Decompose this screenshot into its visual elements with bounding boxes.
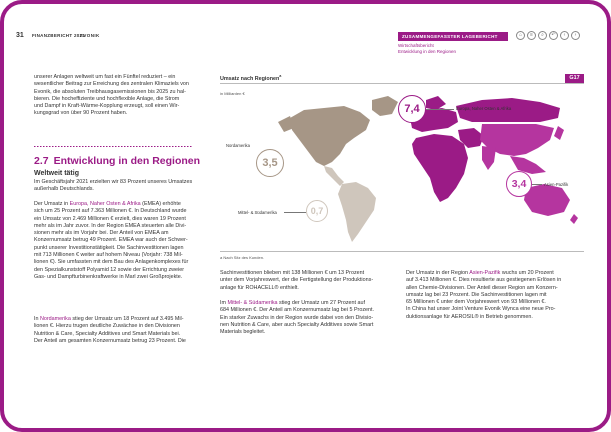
paragraph-intro: Im Geschäftsjahr 2021 erzielten wir 83 Prozent unseres Umsatzes außerhalb Deutschlands. bbox=[34, 179, 193, 193]
breadcrumb-wirtschaftsbericht[interactable]: Wirtschaftsbericht bbox=[398, 43, 434, 48]
next-icon[interactable]: › bbox=[571, 31, 580, 40]
evonik-logo: EVONIK bbox=[80, 33, 100, 38]
menu-icon[interactable]: ≡ bbox=[527, 31, 536, 40]
map-unit: in Milliarden € bbox=[220, 91, 245, 96]
back-icon[interactable]: ↶ bbox=[549, 31, 558, 40]
report-title: FINANZBERICHT 2021 bbox=[32, 33, 86, 38]
nav-icons bbox=[516, 31, 580, 40]
paragraph-investments: Sachinvestitionen blieben mit 138 Millionen € um 13 Prozent unter dem Vorjahreswert, der die Fertigstellung der Produktions- anlage für ROHACELL® enthielt. bbox=[220, 270, 374, 291]
south-america-shape bbox=[338, 182, 376, 242]
paragraph-emea: Der Umsatz in Europa, Naher Osten & Afrika (EMEA) erhöhte sich um 25 Prozent auf 7.363 Millionen €. In Deutschland wurde ein Umsatz von 2.469 Millionen € erzielt, dies waren 19 Prozent mehr als im Jahr zuvor. In der Region EMEA steuerten alle Divi- sionen mehr als im Vorjahr bei. Der Anteil von EMEA am Konzernumsatz betrug 49 Prozent. EMEA war auch der Schwer- punkt unserer Investitionstätigkeit. Die Sachinvestitionen lagen mit 713 Millionen € weiter auf hohem Niveau (Vorjahr: 738 Mil- lionen €). Sie umfassten mit dem Bau des Anlagenkomplexes für den Spezialkunststoff Polyamid 12 sowie der Errichtung zweier Gas- und Dampfturbinenkraftwerke in Marl zwei Großprojekte. bbox=[34, 201, 189, 280]
page-number: 31 bbox=[16, 32, 24, 39]
graphic-badge: G17 bbox=[565, 74, 584, 83]
prev-icon[interactable]: ‹ bbox=[560, 31, 569, 40]
paragraph-asien-pazifik: Der Umsatz in der Region Asien-Pazifik wuchs um 20 Prozent auf 3.413 Millionen €. Dies resultierte aus gestiegenen Erlösen in allen Chemie-Divisionen. Der Anteil dieser Region am Konzern- umsatz lag bei 23 Prozent. Die Sachinvestitionen lagen mit 65 Millionen € unter dem Vorjahreswert von 93 Millionen €. In China hat unser Joint Venture Evonik Wynca eine neue Pro- duktionsanlage für AEROSIL® in Betrieb genommen. bbox=[406, 270, 562, 320]
intro-paragraph: unserer Anlagen weltweit um fast ein Fünftel reduziert – ein wesentlicher Beitrag zur Erreichung des zentralen Klimaziels von Evonik, die absoluten Treibhausgasemissionen bis 2025 zu hal- bieren. Die hocheffiziente und hochflexible Anlage, die Strom und Dampf in Kraft-Wärme-Kopplung erzeugt, soll einen Wir- kungsgrad von über 90 Prozent haben. bbox=[34, 74, 189, 117]
greenland-shape bbox=[372, 96, 398, 116]
south-america-leader-line bbox=[284, 212, 306, 213]
japan-shape bbox=[554, 126, 564, 140]
south-america-value-circle: 0,7 bbox=[306, 200, 328, 222]
map-footnote: a Nach Sitz des Kunden. bbox=[220, 255, 265, 260]
south-america-label: Mittel- & Südamerika bbox=[238, 210, 277, 215]
map-title: Umsatz nach Regionen$^a$ bbox=[220, 74, 282, 82]
india-shape bbox=[482, 146, 496, 170]
north-america-label: Nordamerika bbox=[226, 143, 250, 148]
emea-leader-line bbox=[426, 109, 454, 110]
north-america-value-circle: 3,5 bbox=[256, 149, 284, 177]
paragraph-suedamerika: Im Mittel- & Südamerika stieg der Umsatz um 27 Prozent auf 684 Millionen €. Der Anteil am Konzernumsatz lag bei 5 Prozent. Ein starker Zuwachs in der Region wurde dabei von den Divisio- nen Nutrition & Care, aber auch Specialty Additives sowie Smart Materials begleitet. bbox=[220, 300, 375, 336]
breadcrumb-regionen[interactable]: Entwicklung in den Regionen bbox=[398, 49, 457, 54]
emea-value-circle: 7,4 bbox=[398, 95, 426, 123]
north-america-shape bbox=[290, 106, 370, 166]
section-band[interactable]: ZUSAMMENGEFASSTER LAGEBERICHT bbox=[398, 32, 508, 41]
asia-pacific-label: Asien-Pazifik bbox=[544, 182, 569, 187]
search-icon[interactable]: ⌕ bbox=[538, 31, 547, 40]
footnote-rule bbox=[220, 251, 584, 252]
asia-pacific-value-circle: 3,4 bbox=[506, 171, 532, 197]
emea-label: Europa, Naher Osten & Afrika bbox=[456, 106, 512, 111]
scandinavia-shape bbox=[426, 96, 446, 110]
section-divider bbox=[34, 146, 192, 147]
africa-shape bbox=[412, 134, 468, 202]
paragraph-nordamerika: In Nordamerika stieg der Umsatz um 18 Prozent auf 3.495 Mil- lionen €. Hierzu trugen deutliche Zuwächse in den Divisionen Nutrition & Care, Specialty Additives und Smart Materials bei. Der Anteil am gesamten Konzernumsatz betrug 23 Prozent. Die bbox=[34, 316, 186, 344]
central-america-shape bbox=[324, 166, 344, 186]
subheading: Weltweit tätig bbox=[34, 170, 79, 177]
home-icon[interactable]: ⌂ bbox=[516, 31, 525, 40]
section-heading: 2.7 Entwicklung in den Regionen bbox=[34, 155, 201, 167]
new-zealand-shape bbox=[570, 214, 578, 224]
asia-pacific-leader-line bbox=[532, 184, 542, 185]
